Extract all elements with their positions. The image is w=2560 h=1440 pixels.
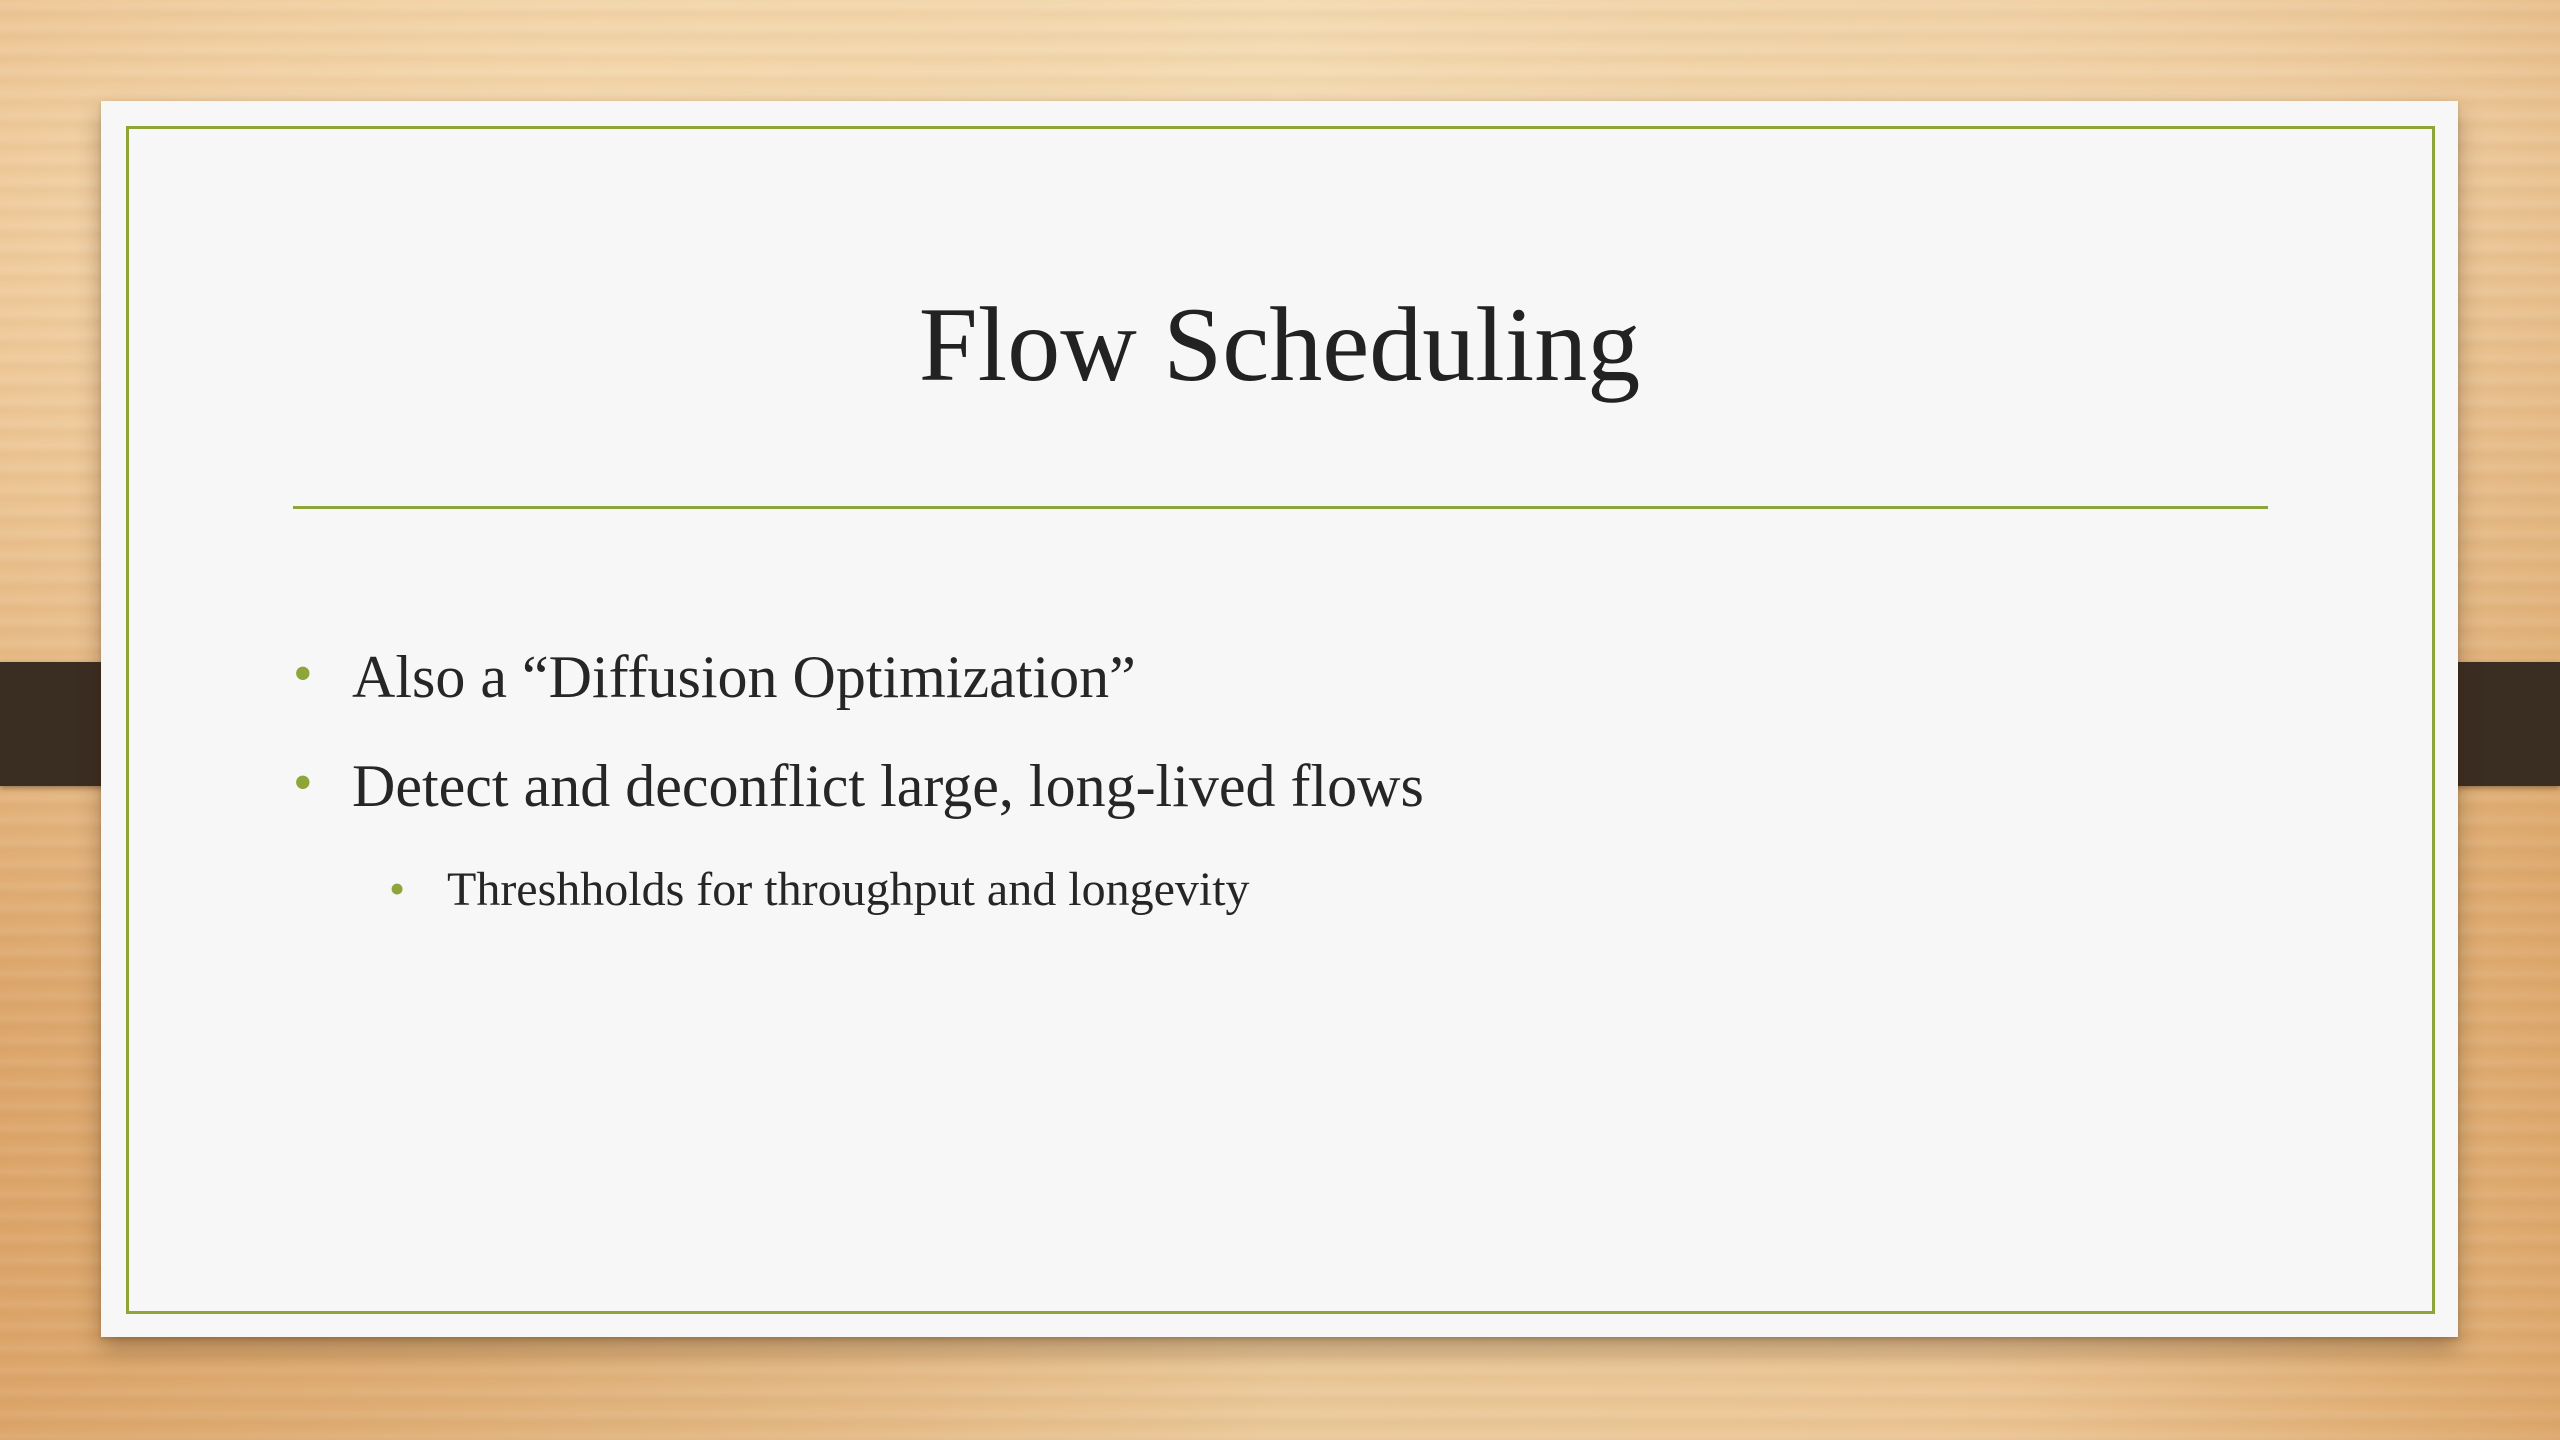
sub-bullet-text: Threshholds for throughput and longevity xyxy=(447,863,1250,916)
bullet-text: Also a “Diffusion Optimization” xyxy=(352,644,1136,710)
bullet-dot-icon: • xyxy=(293,643,313,705)
title-divider xyxy=(293,506,2268,509)
slide-title: Flow Scheduling xyxy=(918,286,1641,403)
sub-bullet-dot-icon: • xyxy=(389,863,406,914)
bullet-dot-icon: • xyxy=(293,752,313,814)
slide-card xyxy=(101,101,2458,1337)
bullet-text: Detect and deconflict large, long-lived flows xyxy=(352,753,1424,819)
